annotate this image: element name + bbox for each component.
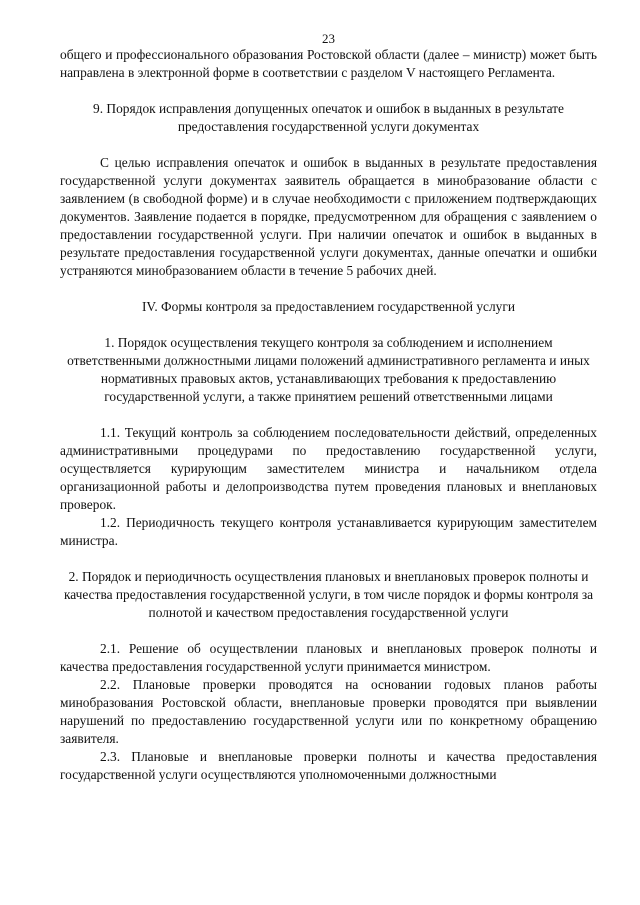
- page-number: 23: [322, 31, 335, 46]
- section-heading-9: 9. Порядок исправления допущенных опечаток и ошибок в выданных в результате предоставления государственной услуги документах: [93, 101, 564, 134]
- paragraph-2-1: 2.1. Решение об осуществлении плановых и внеплановых проверок полноты и качества предоставления государственной услуги принимается министром.: [60, 641, 597, 674]
- document-body: [60, 46, 597, 784]
- paragraph-continuation: общего и профессионального образования Ростовской области (далее – министр) может быть направлена в электронной форме в соответствии с разделом V настоящего Регламента.: [60, 47, 597, 80]
- paragraph-1-1: 1.1. Текущий контроль за соблюдением последовательности действий, определенных административными процедурами по предоставлению государственной услуги, осуществляется курирующим заместителем министра и начальником отдела организационной работы и делопроизводства путем проведения плановых и внеплановых проверок.: [60, 425, 597, 512]
- chapter-heading-IV: IV. Формы контроля за предоставлением государственной услуги: [141, 299, 516, 314]
- section-heading-1: 1. Порядок осуществления текущего контроля за соблюдением и исполнением ответственными должностными лицами положений административного регламента и иных нормативных правовых актов, устанавливающих требования к предоставлению государственной услуги, а также принятием решений ответственными лицами: [67, 335, 590, 404]
- paragraph-1-2: 1.2. Периодичность текущего контроля устанавливается курирующим заместителем министра.: [60, 515, 597, 548]
- section-heading-2: 2. Порядок и периодичность осуществления плановых и внеплановых проверок полноты и качества предоставления государственной услуги, в том числе порядок и формы контроля за полнотой и качеством предоставления государственной услуги: [63, 569, 594, 620]
- paragraph-2-3: 2.3. Плановые и внеплановые проверки полноты и качества предоставления государственной услуги осуществляются уполномоченными должностными: [60, 749, 597, 782]
- document-page: [60, 0, 597, 905]
- paragraph-2-2: 2.2. Плановые проверки проводятся на основании годовых планов работы минобразования Ростовской области, внеплановые проверки проводятся при выявлении нарушений по предоставлению государственной услуги или по конкретному обращению заявителя.: [60, 677, 597, 746]
- paragraph-section-9: С целью исправления опечаток и ошибок в выданных в результате предоставления государственной услуги документах заявитель обращается в минобразование области с заявлением (в свободной форме) и в случае необходимости с приложением подтверждающих документов. Заявление подается в порядке, предусмотренном для обращения с заявлением о предоставлении государственной услуги. При наличии опечаток и ошибок в выданных в результате предоставления государственной услуги документах, данные опечатки и ошибки устраняются минобразованием области в течение 5 рабочих дней.: [60, 155, 597, 278]
